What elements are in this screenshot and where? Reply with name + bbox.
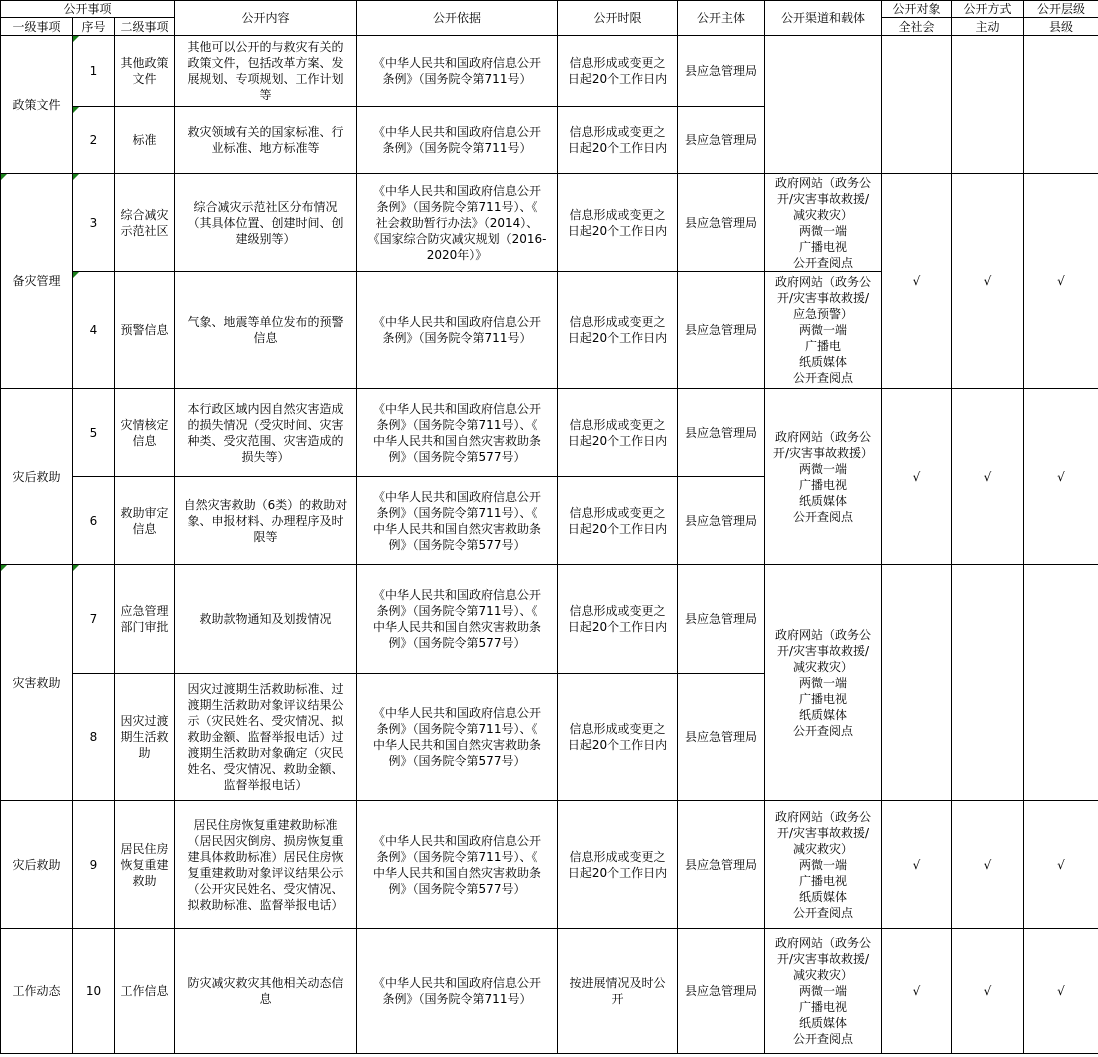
table-row xyxy=(1,929,1098,1054)
header-time: 公开时限 xyxy=(558,1,678,36)
item-cell: 居民住房 恢复重建 救助 xyxy=(115,801,175,929)
target-check: √ xyxy=(882,801,952,929)
item-cell: 灾情核定 信息 xyxy=(115,389,175,477)
time-cell: 信息形成或变更之 日起20个工作日内 xyxy=(558,107,678,174)
basis-cell: 《中华人民共和国政府信息公开 条例》（国务院令第711号）、《 中华人民共和国自然灾害救助条 例》（国务院令第577号） xyxy=(357,565,558,674)
level-cell xyxy=(1024,565,1098,801)
basis-cell: 《中华人民共和国政府信息公开 条例》（国务院令第711号） xyxy=(357,36,558,107)
time-cell: 信息形成或变更之 日起20个工作日内 xyxy=(558,801,678,929)
channel-cell xyxy=(765,36,882,174)
basis-cell: 《中华人民共和国政府信息公开 条例》（国务院令第711号）、《 中华人民共和国自然灾害救助条 例》（国务院令第577号） xyxy=(357,477,558,565)
target-check: √ xyxy=(882,174,952,389)
table-row xyxy=(1,801,1098,929)
time-cell: 信息形成或变更之 日起20个工作日内 xyxy=(558,674,678,801)
header-target-sub: 全社会 xyxy=(882,18,952,36)
basis-cell: 《中华人民共和国政府信息公开 条例》（国务院令第711号） xyxy=(357,107,558,174)
subject-cell: 县应急管理局 xyxy=(678,565,765,674)
time-cell: 按进展情况及时公 开 xyxy=(558,929,678,1054)
header-method-sub: 主动 xyxy=(952,18,1024,36)
basis-cell: 《中华人民共和国政府信息公开 条例》（国务院令第711号）、《 中华人民共和国自然灾害救助条 例》（国务院令第577号） xyxy=(357,801,558,929)
content-cell: 居民住房恢复重建救助标准 （居民因灾倒房、损房恢复重 建具体救助标准）居民住房恢 复重建救助对象评议结果公示 （公开灾民姓名、受灾情况、 拟救助标准、监督举报电话） xyxy=(175,801,357,929)
subject-cell: 县应急管理局 xyxy=(678,174,765,272)
table-row xyxy=(1,389,1098,477)
item-cell: 标准 xyxy=(115,107,175,174)
header-content: 公开内容 xyxy=(175,1,357,36)
target-check: √ xyxy=(882,929,952,1054)
time-cell: 信息形成或变更之 日起20个工作日内 xyxy=(558,174,678,272)
content-cell: 因灾过渡期生活救助标准、过 渡期生活救助对象评议结果公 示（灾民姓名、受灾情况、拟 救助金额、监督举报电话）过 渡期生活救助对象确定（灾民 姓名、受灾情况、救助金额、 监督举报电话） xyxy=(175,674,357,801)
basis-cell: 《中华人民共和国政府信息公开 条例》（国务院令第711号）、《 中华人民共和国自然灾害救助条 例》（国务院令第577号） xyxy=(357,389,558,477)
item-cell: 预警信息 xyxy=(115,272,175,389)
subject-cell: 县应急管理局 xyxy=(678,674,765,801)
seq-cell: 6 xyxy=(73,477,115,565)
method-check: √ xyxy=(952,174,1024,389)
table-row xyxy=(1,174,1098,272)
basis-cell: 《中华人民共和国政府信息公开 条例》（国务院令第711号）、《 社会救助暂行办法》（2014）、 《国家综合防灾减灾规划（2016- 2020年）》 xyxy=(357,174,558,272)
header-subject: 公开主体 xyxy=(678,1,765,36)
channel-cell: 政府网站（政务公 开/灾害事故救援/ 减灾救灾） 两微一端 广播电视 纸质媒体 公开查阅点 xyxy=(765,801,882,929)
basis-cell: 《中华人民共和国政府信息公开 条例》（国务院令第711号） xyxy=(357,929,558,1054)
time-cell: 信息形成或变更之 日起20个工作日内 xyxy=(558,272,678,389)
seq-cell: 4 xyxy=(73,272,115,389)
time-cell: 信息形成或变更之 日起20个工作日内 xyxy=(558,389,678,477)
content-cell: 综合减灾示范社区分布情况 （其具体位置、创建时间、创 建级别等） xyxy=(175,174,357,272)
item-cell: 因灾过渡 期生活救 助 xyxy=(115,674,175,801)
method-cell xyxy=(952,36,1024,174)
group-cell: 灾害救助 xyxy=(1,565,73,801)
time-cell: 信息形成或变更之 日起20个工作日内 xyxy=(558,477,678,565)
channel-cell: 政府网站（政务公 开/灾害事故救援/ 减灾救灾） 两微一端 广播电视 纸质媒体 公开查阅点 xyxy=(765,929,882,1054)
subject-cell: 县应急管理局 xyxy=(678,477,765,565)
header-seq: 序号 xyxy=(73,18,115,36)
subject-cell: 县应急管理局 xyxy=(678,389,765,477)
content-cell: 救灾领域有关的国家标准、行 业标准、地方标准等 xyxy=(175,107,357,174)
target-check: √ xyxy=(882,389,952,565)
header-basis: 公开依据 xyxy=(357,1,558,36)
content-cell: 气象、地震等单位发布的预警 信息 xyxy=(175,272,357,389)
level-cell xyxy=(1024,36,1098,174)
header-level-sub: 县级 xyxy=(1024,18,1098,36)
seq-cell: 5 xyxy=(73,389,115,477)
header-level1: 一级事项 xyxy=(1,18,73,36)
item-cell: 其他政策 文件 xyxy=(115,36,175,107)
basis-cell: 《中华人民共和国政府信息公开 条例》（国务院令第711号） xyxy=(357,272,558,389)
subject-cell: 县应急管理局 xyxy=(678,107,765,174)
seq-cell: 9 xyxy=(73,801,115,929)
item-cell: 工作信息 xyxy=(115,929,175,1054)
time-cell: 信息形成或变更之 日起20个工作日内 xyxy=(558,36,678,107)
group-cell: 灾后救助 xyxy=(1,389,73,565)
content-cell: 防灾减灾救灾其他相关动态信 息 xyxy=(175,929,357,1054)
item-cell: 应急管理 部门审批 xyxy=(115,565,175,674)
content-cell: 其他可以公开的与救灾有关的 政策文件，包括改革方案、发 展规划、专项规划、工作计划 等 xyxy=(175,36,357,107)
level-check: √ xyxy=(1024,174,1098,389)
content-cell: 救助款物通知及划拨情况 xyxy=(175,565,357,674)
channel-cell: 政府网站（政务公 开/灾害事故救援/ 应急预警） 两微一端 广播电 纸质媒体 公开查阅点 xyxy=(765,272,882,389)
seq-cell: 8 xyxy=(73,674,115,801)
channel-cell: 政府网站（政务公 开/灾害事故救援） 两微一端 广播电视 纸质媒体 公开查阅点 xyxy=(765,389,882,565)
header-level: 公开层级 xyxy=(1024,1,1098,18)
subject-cell: 县应急管理局 xyxy=(678,272,765,389)
group-cell: 工作动态 xyxy=(1,929,73,1054)
content-cell: 自然灾害救助（6类）的救助对 象、申报材料、办理程序及时 限等 xyxy=(175,477,357,565)
channel-cell: 政府网站（政务公 开/灾害事故救援/ 减灾救灾） 两微一端 广播电视 公开查阅点 xyxy=(765,174,882,272)
target-cell xyxy=(882,36,952,174)
level-check: √ xyxy=(1024,389,1098,565)
seq-cell: 3 xyxy=(73,174,115,272)
seq-cell: 1 xyxy=(73,36,115,107)
header-target: 公开对象 xyxy=(882,1,952,18)
method-cell xyxy=(952,565,1024,801)
subject-cell: 县应急管理局 xyxy=(678,36,765,107)
table-row xyxy=(1,36,1098,107)
group-cell: 政策文件 xyxy=(1,36,73,174)
method-check: √ xyxy=(952,929,1024,1054)
subject-cell: 县应急管理局 xyxy=(678,801,765,929)
level-check: √ xyxy=(1024,929,1098,1054)
method-check: √ xyxy=(952,801,1024,929)
header-items-group: 公开事项 xyxy=(1,1,175,18)
basis-cell: 《中华人民共和国政府信息公开 条例》（国务院令第711号）、《 中华人民共和国自然灾害救助条 例》（国务院令第577号） xyxy=(357,674,558,801)
level-check: √ xyxy=(1024,801,1098,929)
subject-cell: 县应急管理局 xyxy=(678,929,765,1054)
group-cell: 灾后救助 xyxy=(1,801,73,929)
table-row xyxy=(1,565,1098,674)
seq-cell: 10 xyxy=(73,929,115,1054)
target-cell xyxy=(882,565,952,801)
channel-cell: 政府网站（政务公 开/灾害事故救援/ 减灾救灾） 两微一端 广播电视 纸质媒体 公开查阅点 xyxy=(765,565,882,801)
content-cell: 本行政区域内因自然灾害造成 的损失情况（受灾时间、灾害 种类、受灾范围、灾害造成的 损失等） xyxy=(175,389,357,477)
time-cell: 信息形成或变更之 日起20个工作日内 xyxy=(558,565,678,674)
item-cell: 综合减灾 示范社区 xyxy=(115,174,175,272)
header-level2: 二级事项 xyxy=(115,18,175,36)
seq-cell: 7 xyxy=(73,565,115,674)
item-cell: 救助审定 信息 xyxy=(115,477,175,565)
seq-cell: 2 xyxy=(73,107,115,174)
header-method: 公开方式 xyxy=(952,1,1024,18)
method-check: √ xyxy=(952,389,1024,565)
header-channel: 公开渠道和载体 xyxy=(765,1,882,36)
group-cell: 备灾管理 xyxy=(1,174,73,389)
